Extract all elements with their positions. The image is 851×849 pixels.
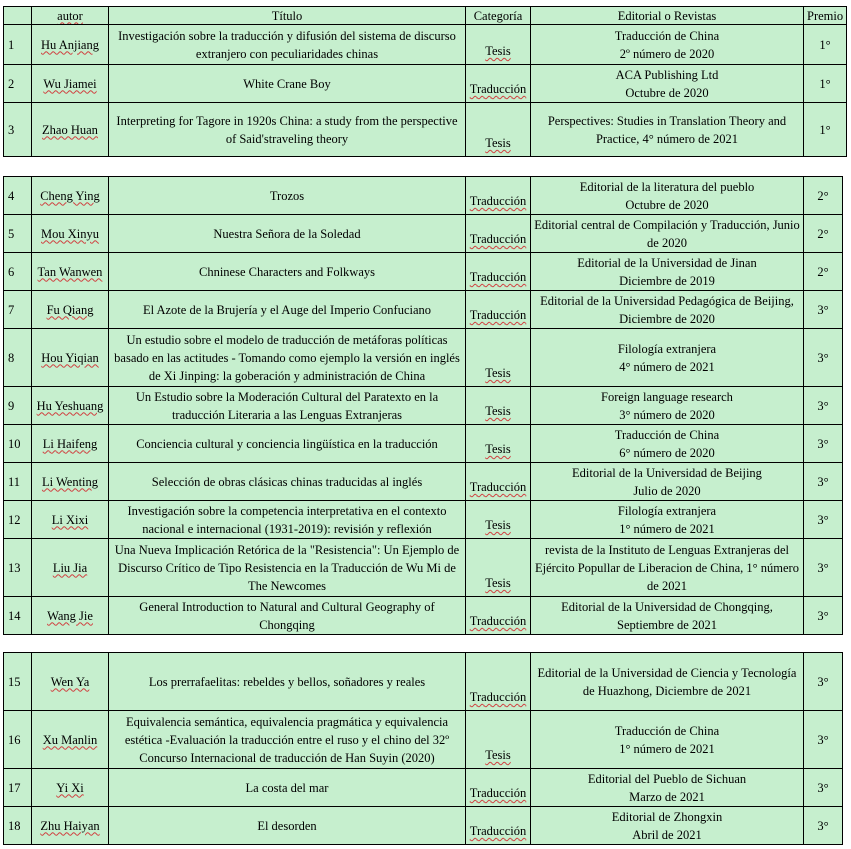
row-number: 15	[4, 653, 32, 711]
category-cell: Tesis	[466, 103, 531, 157]
row-number: 6	[4, 253, 32, 291]
author-cell: Liu Jia	[32, 539, 109, 597]
editorial-cell: Editorial de Zhongxin Abril de 2021	[531, 807, 804, 845]
category-cell: Traducción	[466, 253, 531, 291]
prize-cell: 3°	[804, 769, 843, 807]
title-cell: Un Estudio sobre la Moderación Cultural del Paratexto en la traducción Literaria a las Lenguas Extranjeras	[109, 387, 466, 425]
title-cell: Una Nueva Implicación Retórica de la "Resistencia": Un Ejemplo de Discurso Crítico de Tipo Resistencia en la Traducción de Wu Mi de The Newcomes	[109, 539, 466, 597]
editorial-cell: Perspectives: Studies in Translation Theory and Practice, 4° número de 2021	[531, 103, 804, 157]
prize-cell: 3°	[804, 291, 843, 329]
author-cell: Li Haifeng	[32, 425, 109, 463]
table-row	[4, 597, 843, 635]
editorial-cell: Editorial de la Universidad de Ciencia y Tecnología de Huazhong, Diciembre de 2021	[531, 653, 804, 711]
title-cell: Los prerrafaelitas: rebeldes y bellos, soñadores y reales	[109, 653, 466, 711]
prize-cell: 3°	[804, 463, 843, 501]
row-number: 13	[4, 539, 32, 597]
editorial-cell: Traducción de China 2º número de 2020	[531, 25, 804, 65]
row-number: 8	[4, 329, 32, 387]
author-cell: Xu Manlin	[32, 711, 109, 769]
title-cell: Interpreting for Tagore in 1920s China: a study from the perspective of Said'straveling theory	[109, 103, 466, 157]
title-cell: Un estudio sobre el modelo de traducción de metáforas políticas basado en las actitudes - Tomando como ejemplo la versión en inglés de Xi Jinping: la goberación y administración de China	[109, 329, 466, 387]
table-row	[4, 25, 847, 65]
category-cell: Traducción	[466, 807, 531, 845]
title-cell: Investigación sobre la competencia interpretativa en el contexto nacional e internacional (1931-2019): revisión y reflexión	[109, 501, 466, 539]
table-body-3	[4, 653, 843, 845]
category-cell: Traducción	[466, 463, 531, 501]
table-row	[4, 65, 847, 103]
prize-cell: 3°	[804, 539, 843, 597]
title-cell: Selección de obras clásicas chinas traducidas al inglés	[109, 463, 466, 501]
header-editorial: Editorial o Revistas	[531, 7, 804, 25]
title-cell: Equivalencia semántica, equivalencia pragmática y equivalencia estética -Evaluación la traducción entre el ruso y el chino del 32º Concurso Internacional de traducción de Han Suyin (2020)	[109, 711, 466, 769]
table-row	[4, 653, 843, 711]
row-number: 11	[4, 463, 32, 501]
table-row	[4, 215, 843, 253]
prize-cell: 3°	[804, 501, 843, 539]
row-number: 9	[4, 387, 32, 425]
author-cell: Tan Wanwen	[32, 253, 109, 291]
author-cell: Hu Anjiang	[32, 25, 109, 65]
row-number: 4	[4, 177, 32, 215]
title-cell: La costa del mar	[109, 769, 466, 807]
author-cell: Hu Yeshuang	[32, 387, 109, 425]
author-cell: Li Wenting	[32, 463, 109, 501]
table-row	[4, 425, 843, 463]
table-row	[4, 177, 843, 215]
editorial-cell: Traducción de China 1° número de 2021	[531, 711, 804, 769]
prize-cell: 2°	[804, 215, 843, 253]
category-cell: Tesis	[466, 539, 531, 597]
table-body-2	[4, 177, 843, 635]
awards-table-part-3	[3, 652, 843, 845]
prize-cell: 2°	[804, 253, 843, 291]
title-cell: Investigación sobre la traducción y difusión del sistema de discurso extranjero con peculiaridades chinas	[109, 25, 466, 65]
table-row	[4, 539, 843, 597]
table-row	[4, 387, 843, 425]
table-row	[4, 501, 843, 539]
row-number: 3	[4, 103, 32, 157]
prize-cell: 3°	[804, 711, 843, 769]
editorial-cell: revista de la Instituto de Lenguas Extranjeras del Ejército Popullar de Liberacion de China, 1° número de 2021	[531, 539, 804, 597]
row-number: 7	[4, 291, 32, 329]
editorial-cell: Editorial de la literatura del pueblo Octubre de 2020	[531, 177, 804, 215]
table-row	[4, 769, 843, 807]
row-number: 10	[4, 425, 32, 463]
editorial-cell: Filología extranjera 4° número de 2021	[531, 329, 804, 387]
prize-cell: 3°	[804, 387, 843, 425]
row-number: 14	[4, 597, 32, 635]
header-autor: autor	[32, 7, 109, 25]
category-cell: Traducción	[466, 653, 531, 711]
editorial-cell: Editorial de la Universidad de Beijing Julio de 2020	[531, 463, 804, 501]
editorial-cell: Traducción de China 6° número de 2020	[531, 425, 804, 463]
title-cell: El Azote de la Brujería y el Auge del Imperio Confuciano	[109, 291, 466, 329]
author-cell: Wang Jie	[32, 597, 109, 635]
title-cell: Nuestra Señora de la Soledad	[109, 215, 466, 253]
row-number: 12	[4, 501, 32, 539]
table-row	[4, 291, 843, 329]
table-row	[4, 253, 843, 291]
prize-cell: 1°	[804, 103, 847, 157]
category-cell: Traducción	[466, 65, 531, 103]
title-cell: General Introduction to Natural and Cultural Geography of Chongqing	[109, 597, 466, 635]
row-number: 17	[4, 769, 32, 807]
editorial-cell: Foreign language research 3° número de 2020	[531, 387, 804, 425]
editorial-cell: Editorial de la Universidad Pedagógica de Beijing, Diciembre de 2020	[531, 291, 804, 329]
author-cell: Yi Xi	[32, 769, 109, 807]
author-cell: Cheng Ying	[32, 177, 109, 215]
awards-table-part-2	[3, 176, 843, 635]
prize-cell: 3°	[804, 597, 843, 635]
header-num	[4, 7, 32, 25]
author-cell: Zhao Huan	[32, 103, 109, 157]
category-cell: Tesis	[466, 501, 531, 539]
author-cell: Wu Jiamei	[32, 65, 109, 103]
author-cell: Zhu Haiyan	[32, 807, 109, 845]
header-categoria: Categoría	[466, 7, 531, 25]
category-cell: Traducción	[466, 215, 531, 253]
author-cell: Fu Qiang	[32, 291, 109, 329]
table-body-1	[4, 25, 847, 157]
author-cell: Li Xixi	[32, 501, 109, 539]
row-number: 1	[4, 25, 32, 65]
header-row	[4, 7, 847, 25]
prize-cell: 3°	[804, 329, 843, 387]
category-cell: Tesis	[466, 387, 531, 425]
prize-cell: 3°	[804, 425, 843, 463]
category-cell: Traducción	[466, 597, 531, 635]
title-cell: Trozos	[109, 177, 466, 215]
awards-table-part-1	[3, 6, 847, 157]
header-titulo: Título	[109, 7, 466, 25]
prize-cell: 1°	[804, 25, 847, 65]
category-cell: Tesis	[466, 25, 531, 65]
prize-cell: 3°	[804, 653, 843, 711]
row-number: 16	[4, 711, 32, 769]
editorial-cell: Editorial de la Universidad de Jinan Diciembre de 2019	[531, 253, 804, 291]
editorial-cell: Filología extranjera 1° número de 2021	[531, 501, 804, 539]
author-cell: Mou Xinyu	[32, 215, 109, 253]
editorial-cell: Editorial del Pueblo de Sichuan Marzo de 2021	[531, 769, 804, 807]
table-row	[4, 711, 843, 769]
prize-cell: 2°	[804, 177, 843, 215]
author-cell: Hou Yiqian	[32, 329, 109, 387]
title-cell: White Crane Boy	[109, 65, 466, 103]
row-number: 2	[4, 65, 32, 103]
category-cell: Tesis	[466, 711, 531, 769]
category-cell: Tesis	[466, 425, 531, 463]
header-premio: Premio	[804, 7, 847, 25]
row-number: 5	[4, 215, 32, 253]
table-row	[4, 329, 843, 387]
editorial-cell: Editorial central de Compilación y Traducción, Junio de 2020	[531, 215, 804, 253]
category-cell: Tesis	[466, 329, 531, 387]
prize-cell: 1°	[804, 65, 847, 103]
table-row	[4, 807, 843, 845]
table-row	[4, 103, 847, 157]
category-cell: Traducción	[466, 177, 531, 215]
prize-cell: 3°	[804, 807, 843, 845]
title-cell: El desorden	[109, 807, 466, 845]
editorial-cell: ACA Publishing Ltd Octubre de 2020	[531, 65, 804, 103]
author-cell: Wen Ya	[32, 653, 109, 711]
title-cell: Conciencia cultural y conciencia lingüística en la traducción	[109, 425, 466, 463]
editorial-cell: Editorial de la Universidad de Chongqing, Septiembre de 2021	[531, 597, 804, 635]
category-cell: Traducción	[466, 291, 531, 329]
table-row	[4, 463, 843, 501]
row-number: 18	[4, 807, 32, 845]
title-cell: Chninese Characters and Folkways	[109, 253, 466, 291]
category-cell: Traducción	[466, 769, 531, 807]
